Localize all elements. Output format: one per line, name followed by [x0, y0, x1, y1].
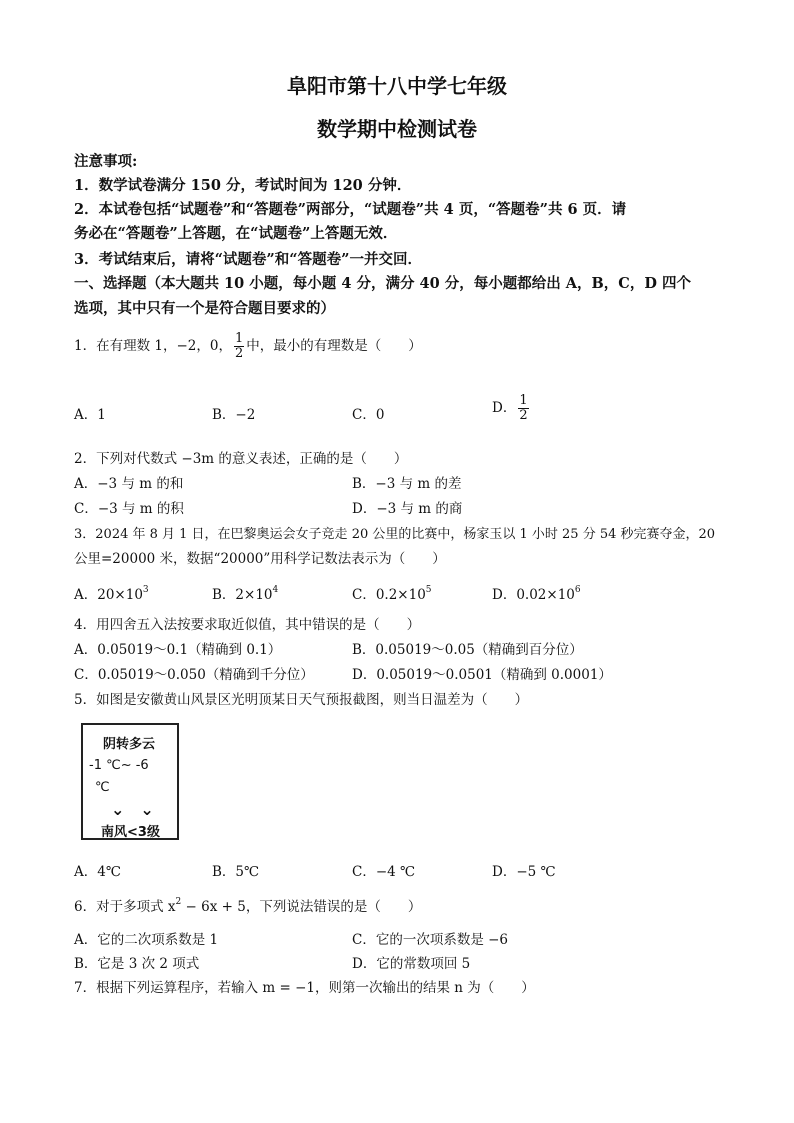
notes-heading: 注意事项: — [74, 153, 138, 170]
q1-option-d: D． $\frac{1}{2}$ — [492, 393, 528, 423]
q1-d-fraction: $\frac{1}{2}$ — [519, 393, 528, 423]
question-7-stem: 7．根据下列运算程序，若输入 m = −1，则第一次输出的结果 n 为（ ） — [74, 980, 535, 996]
q1-option-b: B．−2 — [212, 407, 256, 423]
q3-option-a: A．$20\times 10^3$ — [74, 585, 149, 603]
section-heading-line2: 选项，其中只有一个是符合题目要求的） — [74, 300, 335, 317]
q3-option-c: C．$0.2\times 10^5$ — [352, 585, 432, 603]
q2-option-d: D．−3 与 m 的商 — [352, 501, 463, 517]
note-2-line1: 2．本试卷包括“试题卷”和“答题卷”两部分，“试题卷”共 4 页，“答题卷”共 6 页．请 — [74, 201, 627, 218]
q3-option-b: B．$2\times 10^4$ — [212, 585, 279, 603]
q5-option-c: C．−4 ℃ — [352, 864, 416, 880]
q2-option-c: C．−3 与 m 的积 — [74, 501, 184, 517]
q1-option-a: A．1 — [74, 407, 106, 423]
q3-option-d: D．$0.02\times 10^6$ — [492, 585, 581, 603]
q5-option-b: B．5℃ — [212, 864, 260, 880]
q6-option-d: D．它的常数项回 5 — [352, 956, 471, 972]
question-6-stem: 6．对于多项式 $x^2 - 6x + 5$，下列说法错误的是（ ） — [74, 897, 422, 915]
question-4-stem: 4．用四舍五入法按要求取近似值，其中错误的是（ ） — [74, 617, 421, 633]
q4-option-a: A．0.05019～0.1（精确到 0.1） — [74, 642, 282, 658]
exam-title-line1: 阜阳市第十八中学七年级 — [287, 74, 507, 98]
q5-option-d: D．−5 ℃ — [492, 864, 556, 880]
q4-option-c: C．0.05019～0.050（精确到千分位） — [74, 667, 314, 683]
question-2-stem: 2．下列对代数式 −3m 的意义表述，正确的是（ ） — [74, 451, 408, 467]
section-heading-line1: 一、选择题（本大题共 10 小题，每小题 4 分，满分 40 分，每小题都给出 A，B，C，D 四个 — [74, 275, 691, 292]
q2-option-b: B．−3 与 m 的差 — [352, 476, 462, 492]
question-1-stem — [74, 332, 422, 361]
weather-title: 阴转多云 — [103, 737, 156, 752]
q1-option-c: C．0 — [352, 407, 385, 423]
q6-option-a: A．它的二次项系数是 1 — [74, 932, 219, 948]
q1-fraction: $\frac{1}{2}$ — [234, 331, 244, 361]
weather-temp-unit: ℃ — [95, 780, 110, 795]
q2-option-a: A．−3 与 m 的和 — [74, 476, 184, 492]
q1-stem-pre: 1．在有理数 1，−2，0， — [74, 338, 232, 354]
weather-forecast-image — [81, 723, 179, 840]
q1-stem-post: 中，最小的有理数是（ ） — [246, 338, 422, 354]
q6-option-c: C．它的一次项系数是 −6 — [352, 932, 509, 948]
weather-temp-range: -1 ℃~ -6 — [89, 758, 149, 773]
q4-option-d: D．0.05019～0.0501（精确到 0.0001） — [352, 667, 612, 683]
q6-option-b: B．它是 3 次 2 项式 — [74, 956, 200, 972]
wind-arrow-icons: ⌄ ⌄ — [111, 800, 154, 819]
note-3: 3．考试结束后，请将“试题卷”和“答题卷”一并交回． — [74, 251, 422, 268]
weather-wind: 南风<3级 — [101, 825, 160, 840]
note-2-line2: 务必在“答题卷”上答题，在“试题卷”上答题无效． — [74, 225, 398, 242]
note-1: 1．数学试卷满分 150 分，考试时间为 120 分钟． — [74, 177, 412, 194]
question-3-line1: 3．2024 年 8 月 1 日，在巴黎奥运会女子竞走 20 公里的比赛中，杨家玉以 1 小时 25 分 54 秒完赛夺金，20 — [74, 527, 716, 542]
question-3-line2: 公里=20000 米，数据“20000”用科学记数法表示为（ ） — [74, 551, 446, 567]
q4-option-b: B．0.05019～0.05（精确到百分位） — [352, 642, 583, 658]
q5-option-a: A．4℃ — [74, 864, 121, 880]
exam-title-line2: 数学期中检测试卷 — [317, 117, 477, 141]
question-5-stem: 5．如图是安徽黄山风景区光明顶某日天气预报截图，则当日温差为（ ） — [74, 692, 529, 708]
